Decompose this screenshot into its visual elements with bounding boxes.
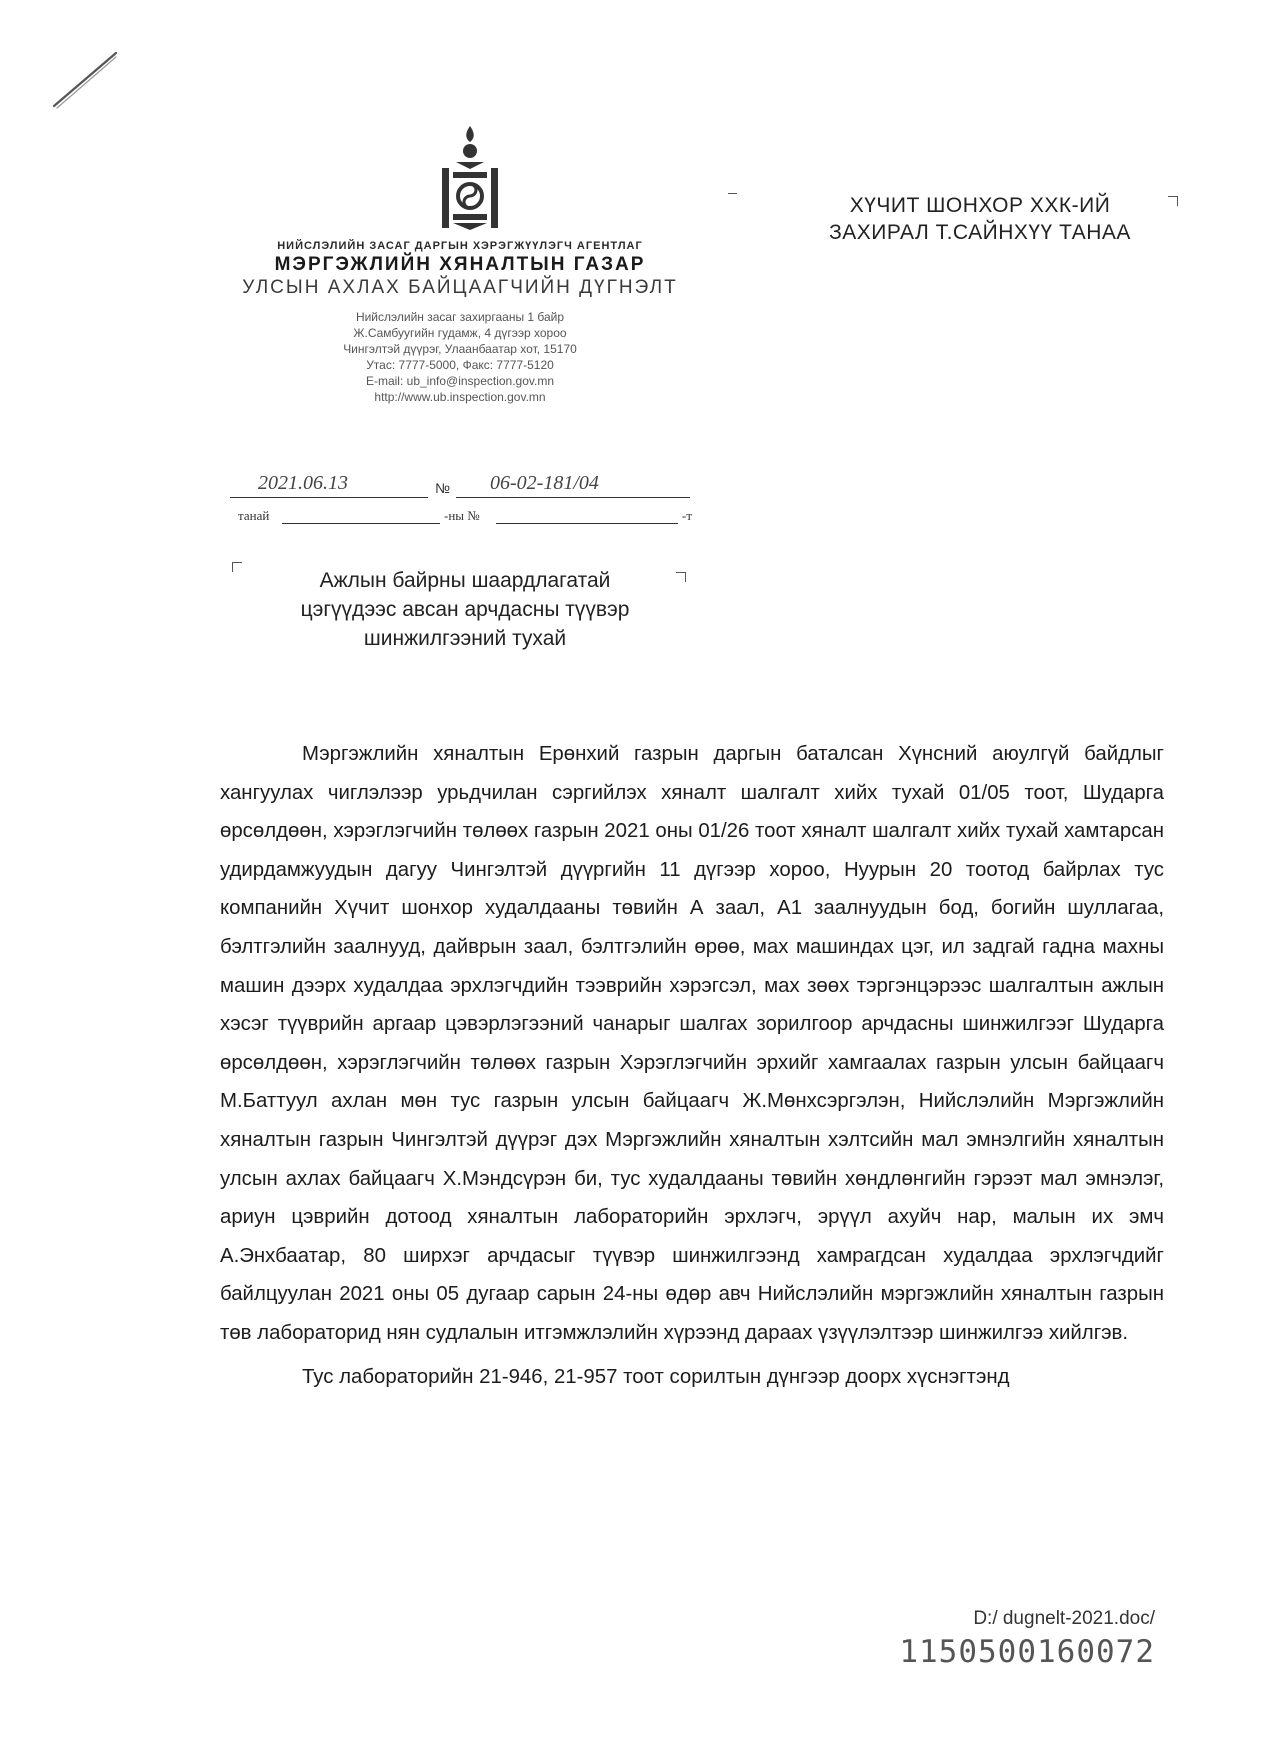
pen-stroke-mark [52,50,118,110]
address-line: Чингэлтэй дүүрэг, Улаанбаатар хот, 15170 [343,342,577,356]
reply-number-label: -ны № [444,508,480,523]
contact-block [220,309,700,405]
registration-number: 06-02-181/04 [490,472,599,494]
registration-date: 2021.06.13 [258,472,348,494]
body-paragraph: Тус лабораторийн 21-946, 21-957 тоот сорилтын дүнгээр доорх хүснэгтэнд [302,1365,1010,1388]
email-line: E-mail: ub_info@inspection.gov.mn [365,374,555,388]
subject-line: цэгүүдээс авсан арчдасны түүвэр [300,598,630,621]
letterhead [220,240,700,405]
document-code: 1150500160072 [899,1634,1155,1670]
document-type: УЛСЫН АХЛАХ БАЙЦААГЧИЙН ДҮГНЭЛТ [242,277,678,298]
agency-name: НИЙСЛЭЛИЙН ЗАСАГ ДАРГЫН ХЭРЭГЖҮҮЛЭГЧ АГЕНТЛАГ [277,240,643,252]
subject-line: шинжилгээний тухай [363,627,567,650]
addressee-director: ЗАХИРАЛ Т.САЙНХҮҮ ТАНАА [829,221,1131,244]
reply-prefix: танай [238,508,270,523]
address-line: Ж.Самбуугийн гудамж, 4 дүгээр хороо [353,326,567,340]
address-line: Нийслэлийн засаг захиргааны 1 байр [355,310,565,324]
number-label: № [435,480,451,496]
phone-line: Утас: 7777-5000, Факс: 7777-5120 [366,358,554,372]
office-name: МЭРГЭЖЛИЙН ХЯНАЛТЫН ГАЗАР [274,254,646,275]
reply-suffix: -т [682,508,693,523]
subject-line: Ажлын байрны шаардлагатай [319,569,611,592]
document-subject [240,566,690,653]
website-line: http://www.ub.inspection.gov.mn [374,390,546,404]
reply-reference-line [238,508,698,528]
soyombo-emblem-icon [440,126,500,236]
document-body [220,735,1164,1396]
reply-date-underline [282,523,440,524]
date-underline [230,497,428,498]
number-underline [456,497,690,498]
addressee [790,192,1170,246]
reply-number-underline [496,523,678,524]
addressee-corner-mark [728,184,737,194]
addressee-company: ХҮЧИТ ШОНХОР ХХК-ИЙ [849,194,1111,217]
registration-line [230,472,690,500]
body-paragraph: Мэргэжлийн хяналтын Ерөнхий газрын даргын баталсан Хүнсний аюулгүй байдлыг хангуулах чиглэлээр урьдчилан сэргийлэх хяналт шалгалт хийх тухай 01/05 тоот, Шударга өрсөлдөөн, хэрэглэгчийн төлөөх газрын 2021 оны 01/26 тоот хяналт шалгалт хийх тухай хамтарсан удирдамжуудын дагуу Чингэлтэй дүүргийн 11 дүгээр хороо, Нуурын 20 тоотод байрлах тус компанийн Хүчит шонхор худалдааны төвийн А заал, А1 заалнуудын бод, богийн шуллагаа, бэлтгэлийн заалнууд, дайврын заал, бэлтгэлийн өрөө, мах машиндах цэг, ил задгай гадна махны машин дээрх худалдаа эрхлэгчдийн тээврийн хэрэгсэл, мах зөөх тэргэнцэрээс шалгалтын ажлын хэсэг түүврийн аргаар цэвэрлэгээний чанарыг шалгах зорилгоор арчдасны шинжилгээг Шударга өрсөлдөөн, хэрэглэгчийн төлөөх газрын Хэрэглэгчийн эрхийг хамгаалах газрын улсын байцаагч М.Баттуул ахлан мөн тус газрын улсын байцаагч Ж.Мөнхсэргэлэн, Нийслэлийн Мэргэжлийн хяналтын газрын Чингэлтэй дүүрэг дэх Мэргэжлийн хяналтын хэлтсийн мал эмнэлгийн хяналтын улсын ахлах байцаагч Х.Мэндсүрэн би, тус худалдааны төвийн хөндлөнгийн гэрээт мал эмнэлэг, ариун цэврийн дотоод хяналтын лабораторийн эрхлэгч, эрүүл ахуйч нар, малын их эмч А.Энхбаатар, 80 ширхэг арчдасыг түүвэр шинжилгээнд хамрагдсан худалдаа эрхлэгчдийг байлцуулан 2021 оны 05 дугаар сарын 24-ны өдөр авч Нийслэлийн мэргэжлийн хяналтын газрын төв лабораторид нян судлалын итгэмжлэлийн хүрээнд дараах үзүүлэлтээр шинжилгээ хийлгэв. [220,743,1164,1344]
file-path: D:/ dugnelt-2021.doc/ [973,1608,1155,1629]
